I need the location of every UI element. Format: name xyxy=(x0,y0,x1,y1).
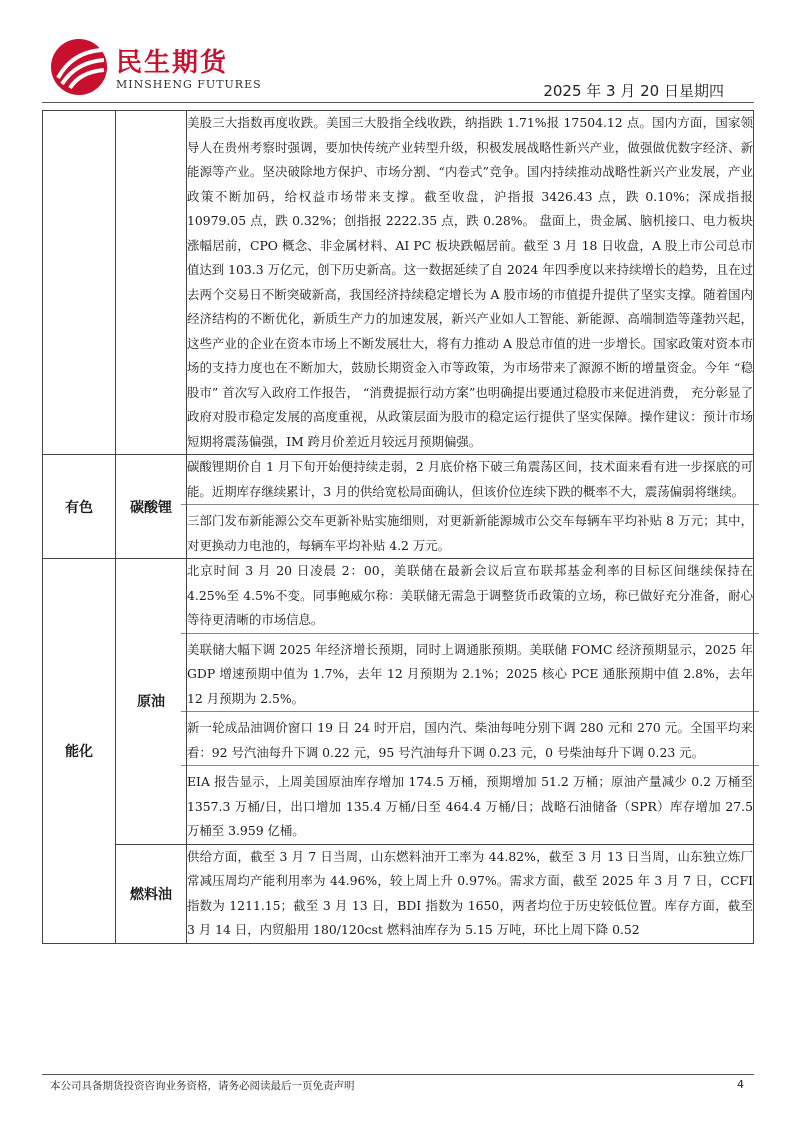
lithium-paragraph: 三部门发布新能源公交车更新补贴实施细则，对更新新能源城市公交车每辆车平均补贴 8 万元；其中，对更换动力电池的，每辆车平均补贴 4.2 万元。 xyxy=(187,513,753,553)
commentary-table xyxy=(42,110,754,944)
logo-english-name: MINSHENG FUTURES xyxy=(116,78,262,91)
report-date: 2025 年 3 月 20 日星期四 xyxy=(543,82,724,100)
category-energy-chemical: 能化 xyxy=(43,559,116,944)
crude-paragraph: 新一轮成品油调价窗口 19 日 24 时开启，国内汽、柴油每吨分别下调 280 元和 270 元。全国平均来看：92 号汽油每升下调 0.22 元，95 号汽油每升下调 0.23 元，0 号柴油每升下调 0.23 元。 xyxy=(187,720,753,760)
table-row-fuel-oil xyxy=(43,844,754,943)
fuel-commentary-cell xyxy=(187,844,754,943)
table-row-lithium-carbonate xyxy=(43,455,754,559)
subcategory-crude-oil: 原油 xyxy=(116,559,187,845)
crude-paragraph: 北京时间 3 月 20 日凌晨 2：00，美联储在最新会议后宣布联邦基金利率的目标区间继续保持在 4.25%至 4.5%不变。同事鲍威尔称：美联储无需急于调整货币政策的立场，称已做好充分准备，耐心等待更清晰的市场信息。 xyxy=(187,563,753,627)
table-row-stock-index xyxy=(43,111,754,455)
stock-commentary-text: 美股三大指数再度收跌。美国三大股指全线收跌，纳指跌 1.71%报 17504.12 点。国内方面，国家领导人在贵州考察时强调，要加快传统产业转型升级，积极发展战略性新兴产业，做强做优数字经济、新能源等产业。坚决破除地方保护、市场分割、“内卷式”竞争。国内持续推动战略性新兴产业发展，产业政策不断加码，给权益市场带来支撑。截至收盘，沪指报 3426.43 点，跌 0.10%；深成指报 10979.05 点，跌 0.32%；创指报 2222.35 点，跌 0.28%。 盘面上，贵金属、脑机接口、电力板块涨幅居前，CPO 概念、非金属材料、AI PC 板块跌幅居前。截至 3 月 18 日收盘，A 股上市公司总市值达到 103.3 万亿元，创下历史新高。这一数据延续了自 2024 年四季度以来持续增长的趋势，且在过去两个交易日不断突破新高，我国经济持续稳定增长为 A 股市场的市值提升提供了坚实支撑。随着国内经济结构的不断优化，新质生产力的加速发展，新兴产业如人工智能、新能源、高端制造等蓬勃兴起，这些产业的企业在资本市场上不断发展壮大，将有力推动 A 股总市值的进一步增长。国家政策对资本市场的支持力度也在不断加大，鼓励长期资金入市等政策，为市场带来了源源不断的增量资金。今年 “稳股市” 首次写入政府工作报告， “消费提振行动方案”也明确提出要通过稳股市来促进消费， 充分彰显了政府对股市稳定发展的高度重视，从政策层面为股市的稳定运行提供了坚实保障。操作建议：预计市场短期将震荡偏强，IM 跨月价差近月较远月预期偏强。 xyxy=(187,115,753,449)
subcategory-cell-empty xyxy=(116,111,187,455)
subcategory-fuel-oil: 燃料油 xyxy=(116,844,187,943)
footer-divider xyxy=(42,1074,754,1075)
crude-paragraph: EIA 报告显示，上周美国原油库存增加 174.5 万桶，预期增加 51.2 万桶；原油产量减少 0.2 万桶至 1357.3 万桶/日，出口增加 135.4 万桶/日至 464.4 万桶/日；战略石油储备（SPR）库存增加 27.5 万桶至 3.959 亿桶。 xyxy=(187,774,753,838)
header-divider xyxy=(42,102,754,103)
category-nonferrous: 有色 xyxy=(43,455,116,559)
page-header xyxy=(0,0,794,110)
footer-disclaimer: 本公司具备期货投资咨询业务资格，请务必阅读最后一页免责声明 xyxy=(50,1080,355,1092)
minsheng-logo-icon xyxy=(50,38,108,96)
category-cell-empty xyxy=(43,111,116,455)
lithium-paragraph: 碳酸锂期价自 1 月下旬开始便持续走弱，2 月底价格下破三角震荡区间，技术面来看有进一步探底的可能。近期库存继续累计，3 月的供给宽松局面确认，但该价位连续下跌的概率不大，震荡偏弱将继续。 xyxy=(187,459,753,499)
subcategory-lithium-carbonate: 碳酸锂 xyxy=(116,455,187,559)
stock-commentary-cell xyxy=(187,111,754,455)
crude-paragraph: 美联储大幅下调 2025 年经济增长预期，同时上调通胀预期。美联储 FOMC 经济预期显示，2025 年 GDP 增速预期中值为 1.7%，去年 12 月预期为 2.1%；2025 核心 PCE 通胀预期中值 2.8%，去年 12 月预期为 2.5%。 xyxy=(187,641,753,706)
crude-commentary-cell xyxy=(187,559,754,845)
lithium-commentary-cell xyxy=(187,455,754,559)
table-row-crude-oil xyxy=(43,559,754,845)
logo-chinese-name: 民生期货 xyxy=(116,48,229,78)
page-number: 4 xyxy=(737,1078,744,1091)
fuel-commentary-text: 供给方面，截至 3 月 7 日当周，山东燃料油开工率为 44.82%，截至 3 月 13 日当周，山东独立炼厂常减压周均产能利用率为 44.96%，较上周上升 0.97%。需求方面，截至 2025 年 3 月 7 日，CCFI 指数为 1211.15；截至 3 月 13 日，BDI 指数为 1650，两者均位于历史较低位置。库存方面，截至 3 月 14 日，内贸船用 180/120cst 燃料油库存为 5.15 万吨，环比上周下降 0.52 xyxy=(187,848,753,937)
